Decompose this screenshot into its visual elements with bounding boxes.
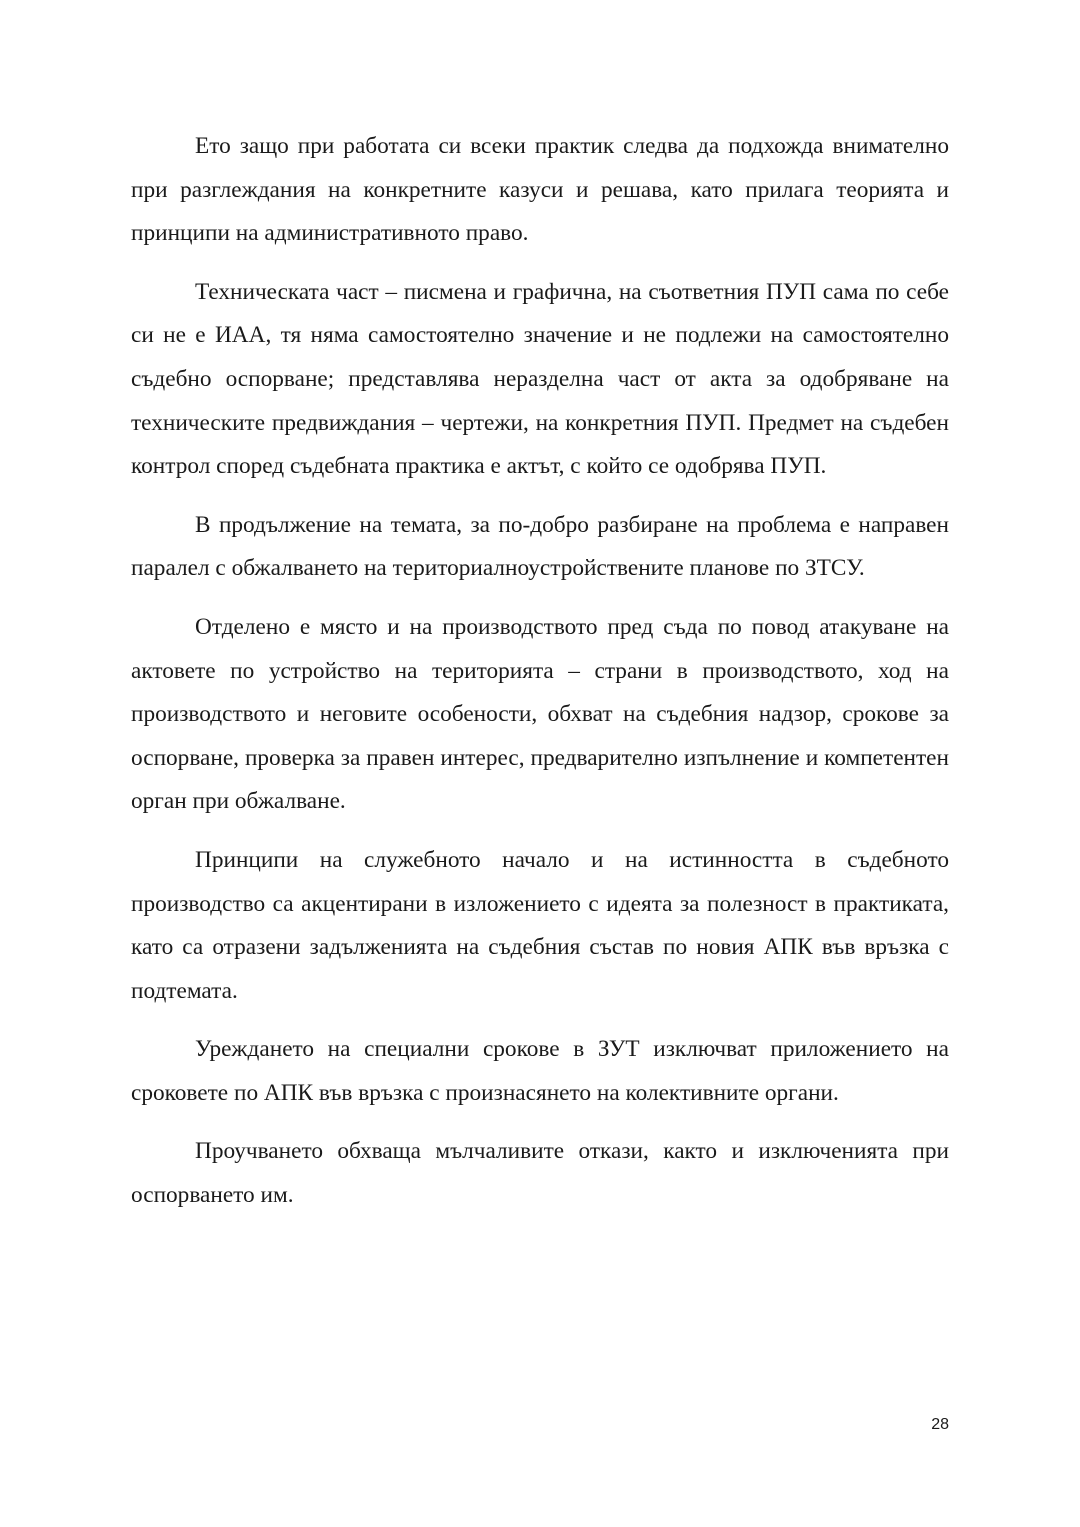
paragraph-2: Техническата част – писмена и графична, на съответния ПУП сама по себе си не е ИАА, тя няма самостоятелно значение и не подлежи на самостоятелно съдебно оспорване; представлява неразделна част от акта за одобряване на техническите предвиждания – чертежи, на конкретния ПУП. Предмет на съдебен контрол според съдебната практика е актът, с който се одобрява ПУП. — [131, 278, 949, 480]
paragraph-6: Уреждането на специални срокове в ЗУТ изключват приложението на сроковете по АПК във връзка с произнасянето на колективните органи. — [131, 1036, 949, 1106]
paragraph-3: В продължение на темата, за по-добро разбиране на проблема е направен паралел с обжалването на териториалноустройствените планове по ЗТСУ. — [131, 511, 949, 582]
paragraph-1: Ето защо при работата си всеки практик следва да подхожда внимателно при разглеждания на конкретните казуси и решава, като прилага теорията и принципи на административното право. — [131, 133, 949, 247]
page-number: 28 — [931, 1416, 949, 1433]
paragraph-4: Отделено е място и на производството пред съда по повод атакуване на актовете по устройство на територията – страни в производството, ход на производството и неговите особености, обхват на съдебния надзор, срокове за оспорване, проверка за правен интерес, предварително изпълнение и компетентен орган при обжалване. — [131, 613, 949, 815]
body-text — [131, 125, 949, 1233]
paragraph-7: Проучването обхваща мълчаливите откази, както и изключенията при оспорването им. — [131, 1138, 949, 1209]
paragraph-5: Принципи на служебното начало и на истинността в съдебното производство са акцентирани в изложението с идеята за полезност в практиката, като са отразени задълженията на съдебния състав по новия АПК във връзка с подтемата. — [131, 846, 949, 1004]
